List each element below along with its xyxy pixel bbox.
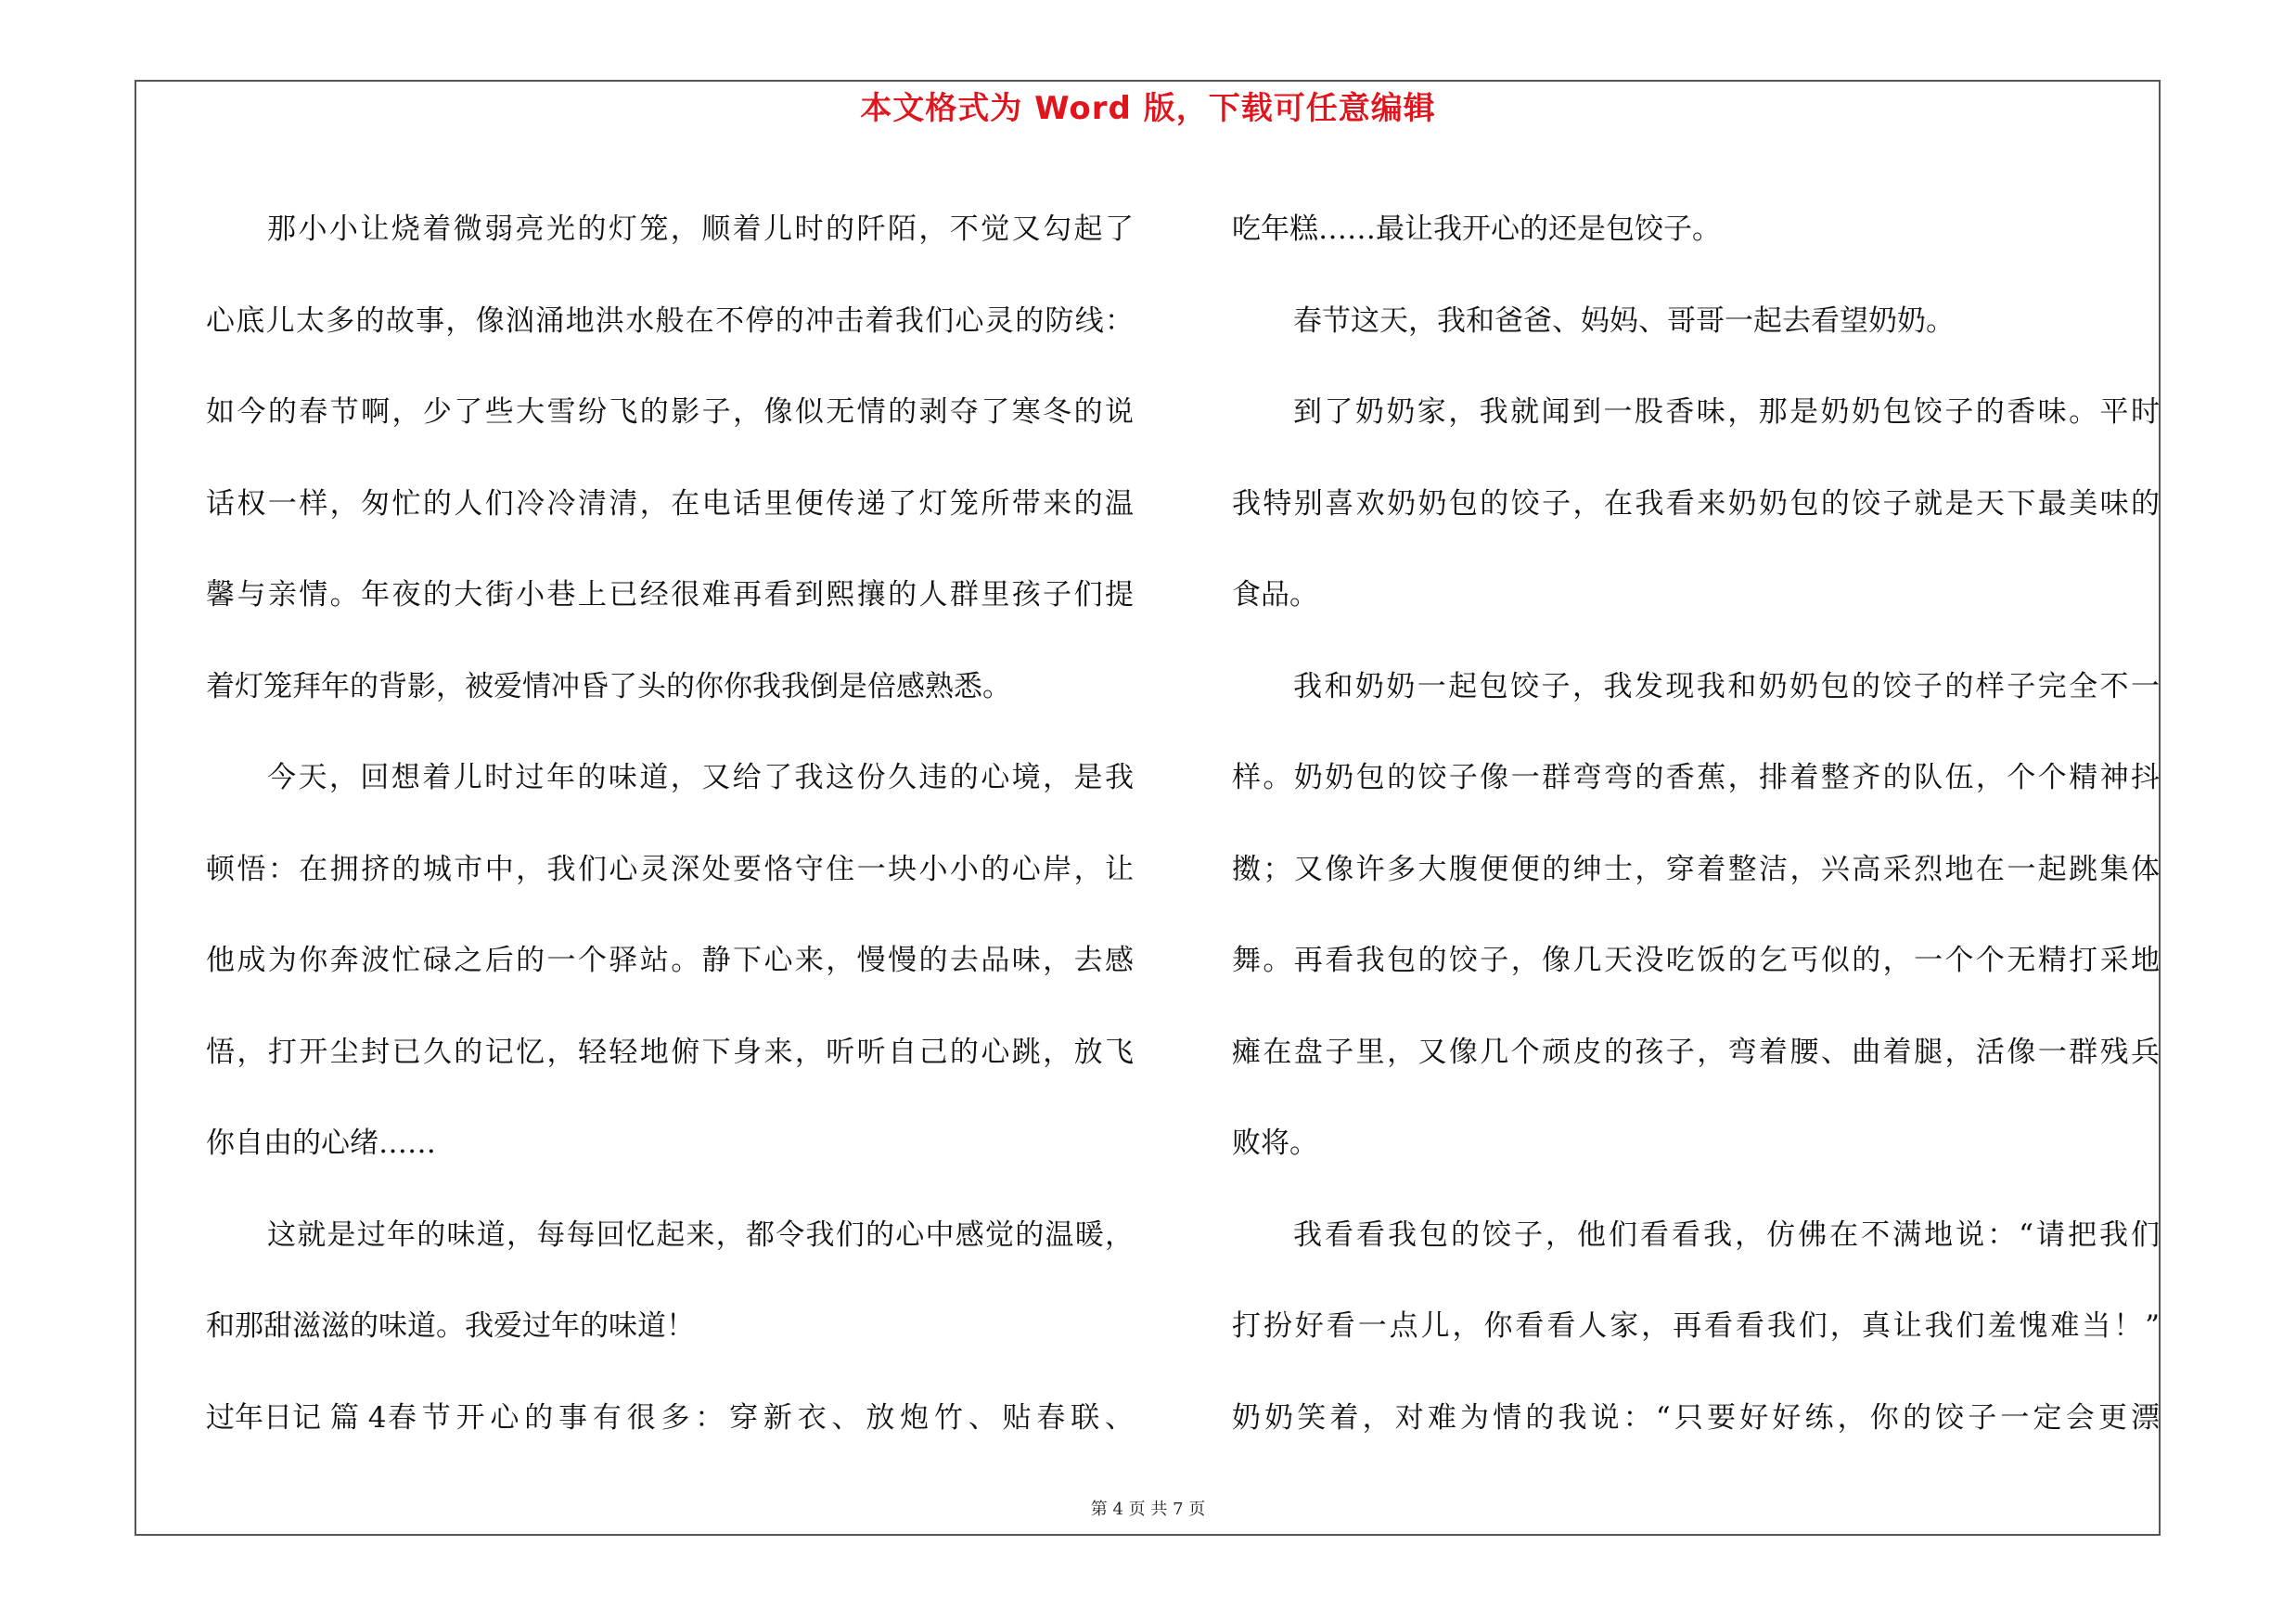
text-line: 舞。再看我包的饺子，像几天没吃饭的乞丐似的，一个个无精打采地 bbox=[1232, 944, 2160, 977]
text-line: 食品。 bbox=[1232, 578, 1318, 612]
text-line: 今天，回想着儿时过年的味道，又给了我这份久违的心境，是我 bbox=[267, 761, 1134, 794]
section-heading: 过年日记 篇 4 bbox=[206, 1400, 387, 1435]
text-line: 你自由的心绪…… bbox=[206, 1127, 436, 1160]
text-line: 这就是过年的味道，每每回忆起来，都令我们的心中感觉的温暖， bbox=[267, 1217, 1134, 1252]
text-line: 馨与亲情。年夜的大街小巷上已经很难再看到熙攘的人群里孩子们提 bbox=[206, 578, 1134, 612]
text-line: 样。奶奶包的饺子像一群弯弯的香蕉，排着整齐的队伍，个个精神抖 bbox=[1232, 761, 2160, 794]
text-line: 春节开心的事有很多：穿新衣、放炮竹、贴春联、 bbox=[388, 1400, 1134, 1435]
text-line: 我和奶奶一起包饺子，我发现我和奶奶包的饺子的样子完全不一 bbox=[1293, 669, 2160, 703]
left-column bbox=[206, 184, 1134, 1463]
text-line: 如今的春节啊，少了些大雪纷飞的影子，像似无情的剥夺了寒冬的说 bbox=[206, 395, 1134, 429]
right-column bbox=[1232, 184, 2160, 1463]
text-line: 他成为你奔波忙碌之后的一个驿站。静下心来，慢慢的去品味，去感 bbox=[206, 944, 1134, 977]
text-line: 奶奶笑着，对难为情的我说：“只要好好练，你的饺子一定会更漂 bbox=[1232, 1400, 2160, 1435]
text-line: 败将。 bbox=[1232, 1127, 1318, 1160]
section-heading-row bbox=[206, 1372, 1134, 1464]
text-line: 悟，打开尘封已久的记忆，轻轻地俯下身来，听听自己的心跳，放飞 bbox=[206, 1035, 1134, 1069]
page-number-footer: 第 4 页 共 7 页 bbox=[1090, 1500, 1206, 1519]
text-line: 那小小让烧着微弱亮光的灯笼，顺着儿时的阡陌，不觉又勾起了 bbox=[267, 213, 1134, 246]
text-line: 心底儿太多的故事，像汹涌地洪水般在不停的冲击着我们心灵的防线： bbox=[206, 303, 1134, 338]
text-line: 和那甜滋滋的味道。我爱过年的味道！ bbox=[206, 1309, 695, 1343]
text-line: 到了奶奶家，我就闻到一股香味，那是奶奶包饺子的香味。平时 bbox=[1293, 395, 2160, 429]
header-banner: 本文格式为 Word 版，下载可任意编辑 bbox=[860, 90, 1436, 127]
text-line: 打扮好看一点儿，你看看人家，再看看我们，真让我们羞愧难当！” bbox=[1232, 1309, 2160, 1343]
text-line: 顿悟：在拥挤的城市中，我们心灵深处要恪守住一块小小的心岸，让 bbox=[206, 852, 1134, 886]
text-line: 吃年糕……最让我开心的还是包饺子。 bbox=[1232, 213, 1721, 246]
text-line: 着灯笼拜年的背影，被爱情冲昏了头的你你我我倒是倍感熟悉。 bbox=[206, 669, 1011, 703]
text-line: 春节这天，我和爸爸、妈妈、哥哥一起去看望奶奶。 bbox=[1293, 303, 1955, 338]
text-line: 瘫在盘子里，又像几个顽皮的孩子，弯着腰、曲着腿，活像一群残兵 bbox=[1232, 1035, 2160, 1069]
text-line: 话权一样，匆忙的人们冷冷清清，在电话里便传递了灯笼所带来的温 bbox=[206, 486, 1134, 521]
text-line: 擞；又像许多大腹便便的绅士，穿着整洁，兴高采烈地在一起跳集体 bbox=[1232, 852, 2160, 886]
text-line: 我特别喜欢奶奶包的饺子，在我看来奶奶包的饺子就是天下最美味的 bbox=[1232, 486, 2160, 521]
text-line: 我看看我包的饺子，他们看看我，仿佛在不满地说：“请把我们 bbox=[1293, 1217, 2160, 1252]
